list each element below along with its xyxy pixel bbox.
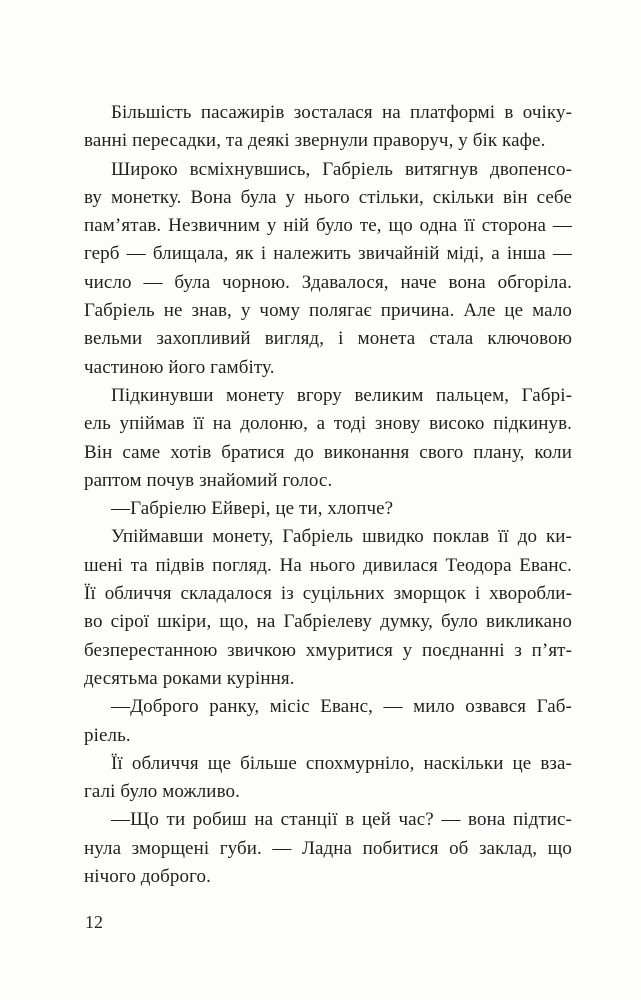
text-line: число — була чорною. Здавалося, наче вона обгоріла. bbox=[84, 271, 572, 293]
text-line: ву монетку. Вона була у нього стільки, скільки він себе bbox=[84, 186, 572, 208]
text-line: Підкинувши монету вгору великим пальцем, Габрі- bbox=[111, 384, 572, 406]
text-line: раптом почув знайомий голос. bbox=[84, 469, 333, 491]
text-line: —Що ти робиш на станції в цей час? — вона підтис- bbox=[111, 809, 572, 831]
text-line: безперестанною звичкою хмуритися у поєднанні з п’ят- bbox=[84, 639, 572, 661]
text-line: ель упіймав її на долоню, а тоді знову високо підкинув. bbox=[84, 413, 572, 435]
paragraph bbox=[84, 523, 572, 693]
text-line: Її обличчя складалося із суцільних зморщок і хворобли- bbox=[84, 583, 572, 605]
text-line: Він саме хотів братися до виконання свого плану, коли bbox=[84, 441, 572, 463]
text-line: герб — блищала, як і належить звичайній міді, а інша — bbox=[84, 243, 572, 265]
text-line: нула зморщені губи. — Ладна побитися об заклад, що bbox=[84, 837, 572, 859]
paragraph-dialogue bbox=[84, 693, 572, 750]
paragraph bbox=[84, 750, 572, 807]
body-text bbox=[84, 99, 572, 891]
text-line: нічого доброго. bbox=[84, 866, 211, 888]
text-line: Більшість пасажирів зосталася на платформі в очіку- bbox=[111, 102, 572, 123]
text-line: пам’ятав. Незвичним у ній було те, що одна її сторона — bbox=[84, 215, 572, 237]
text-line: —Доброго ранку, місіс Еванс, — мило озвався Габ- bbox=[111, 696, 572, 718]
text-line: ріель. bbox=[84, 724, 131, 746]
text-line: шені та підвів погляд. На нього дивилася Теодора Еванс. bbox=[84, 554, 572, 576]
text-line: Її обличчя ще більше спохмурніло, наскільки це вза- bbox=[111, 752, 572, 774]
page-number: 12 bbox=[85, 912, 103, 932]
paragraph bbox=[84, 156, 572, 382]
text-line: частиною його гамбіту. bbox=[84, 356, 275, 378]
paragraph-dialogue bbox=[84, 806, 572, 891]
text-line: ванні пересадки, та деякі звернули праворуч, у бік кафе. bbox=[84, 130, 546, 152]
text-line: —Габріелю Ейвері, це ти, хлопче? bbox=[111, 498, 394, 520]
text-line: вельми захопливий вигляд, і монета стала ключовою bbox=[84, 328, 572, 350]
paragraph bbox=[84, 382, 572, 495]
text-line: десятьма роками куріння. bbox=[84, 667, 295, 689]
text-line: Широко всміхнувшись, Габріель витягнув двопенсо- bbox=[111, 158, 572, 180]
text-line: Габріель не знав, у чому полягає причина. Але це мало bbox=[84, 300, 572, 322]
text-line: Упіймавши монету, Габріель швидко поклав її до ки- bbox=[111, 526, 572, 548]
paragraph-dialogue bbox=[84, 495, 572, 523]
paragraph bbox=[84, 99, 572, 156]
text-line: во сірої шкіри, що, на Габріелеву думку, було викликано bbox=[84, 611, 572, 633]
text-line: галі було можливо. bbox=[84, 781, 240, 803]
